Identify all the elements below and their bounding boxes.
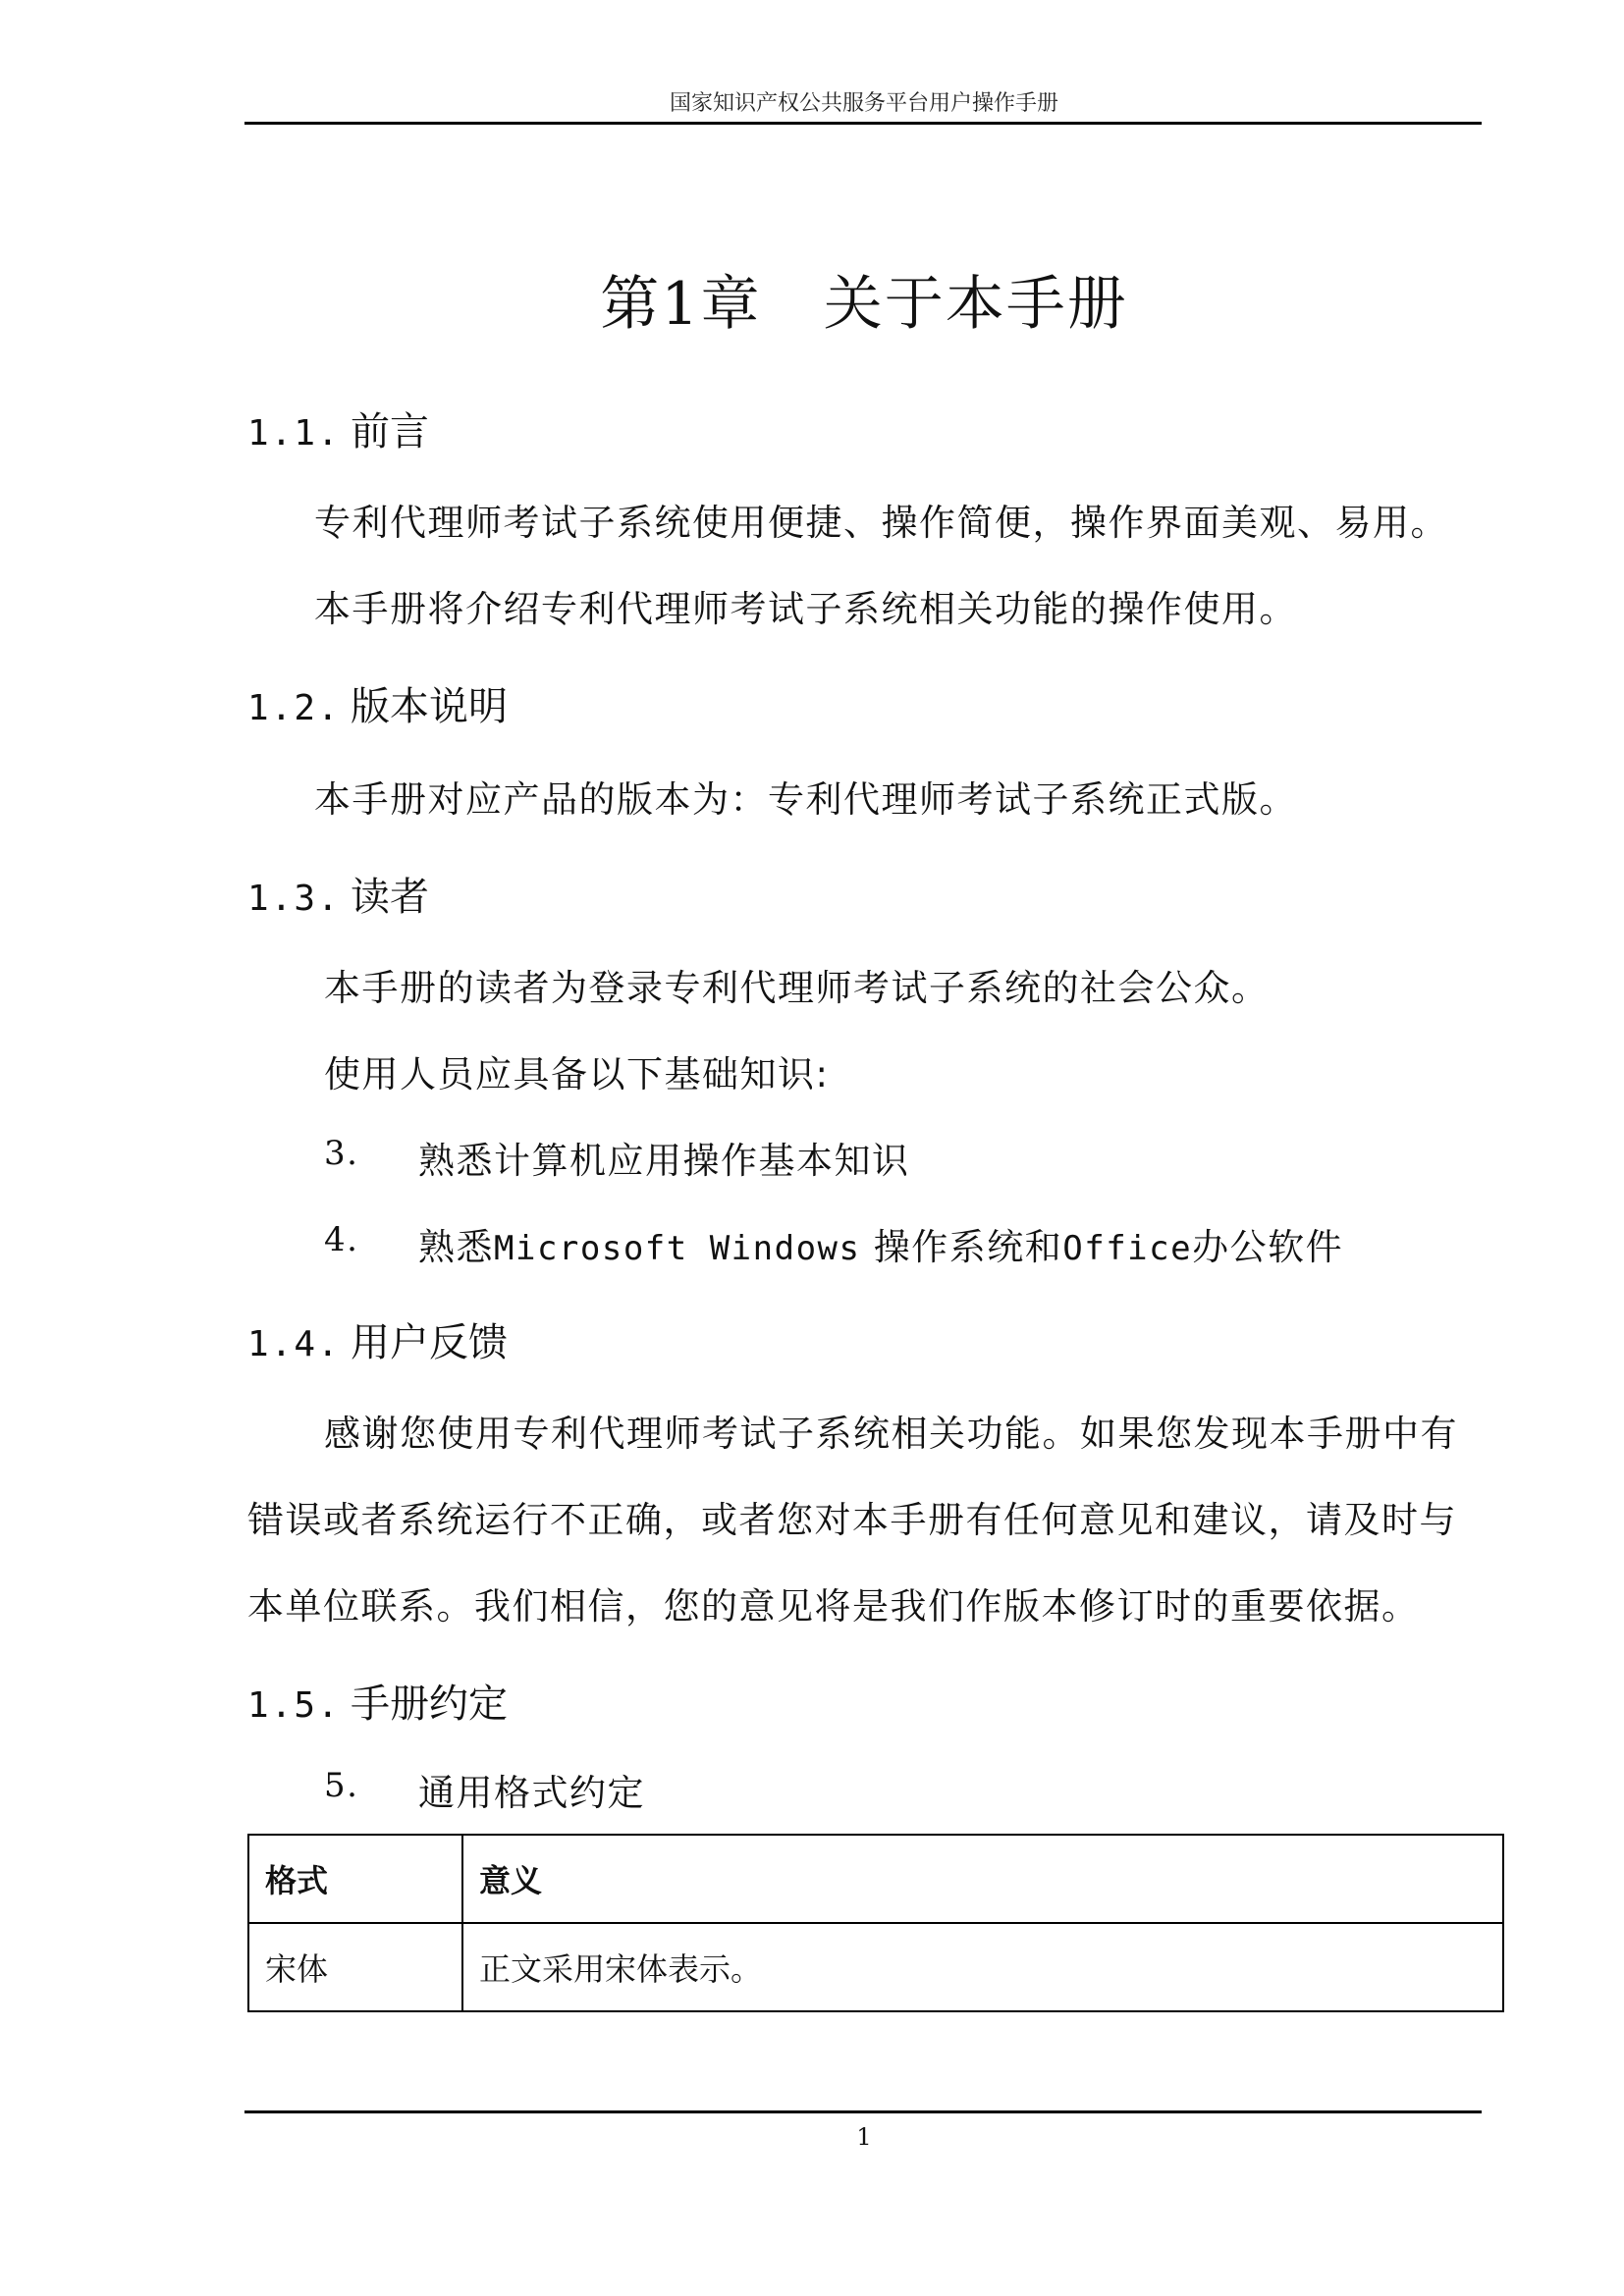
list-text: 熟悉计算机应用操作基本知识 [418, 1140, 910, 1182]
chapter-heading [0, 257, 1624, 342]
section-heading-1-2 [247, 675, 508, 731]
footer-rule [244, 2110, 1482, 2113]
list-number: 4. [324, 1220, 359, 1259]
section-title: 用户反馈 [351, 1320, 508, 1365]
page-number: 1 [856, 2123, 872, 2151]
paragraph: 本手册的读者为登录专利代理师考试子系统的社会公众。 [324, 967, 1270, 1009]
section-title: 版本说明 [351, 684, 508, 729]
list-item [324, 1131, 910, 1182]
list-number: 5. [324, 1766, 359, 1805]
paragraph: 本单位联系。我们相信，您的意见将是我们作版本修订时的重要依据。 [247, 1585, 1420, 1628]
section-heading-1-5 [247, 1673, 508, 1729]
table-row [248, 1923, 1503, 2011]
paragraph: 错误或者系统运行不正确，或者您对本手册有任何意见和建议，请及时与 [247, 1499, 1457, 1541]
paragraph: 本手册将介绍专利代理师考试子系统相关功能的操作使用。 [314, 588, 1297, 630]
table-header-row [248, 1835, 1503, 1923]
chapter-title: 关于本手册 [823, 270, 1128, 339]
table-header-cell: 意义 [462, 1835, 1503, 1923]
section-number: 1.3. [247, 879, 341, 919]
list-text: 通用格式约定 [418, 1772, 645, 1814]
page-header-title: 国家知识产权公共服务平台用户操作手册 [669, 91, 1058, 116]
list-text: 熟悉Microsoft Windows 操作系统和Office办公软件 [418, 1226, 1344, 1268]
paragraph: 专利代理师考试子系统使用便捷、操作简便，操作界面美观、易用。 [314, 502, 1448, 544]
section-heading-1-1 [247, 400, 429, 456]
paragraph: 使用人员应具备以下基础知识: [324, 1053, 830, 1095]
list-number: 3. [324, 1134, 359, 1173]
format-conventions-table [247, 1834, 1504, 2012]
table-header-cell: 格式 [248, 1835, 462, 1923]
section-title: 前言 [351, 409, 429, 454]
header-rule [244, 122, 1482, 125]
section-number: 1.5. [247, 1685, 341, 1726]
section-title: 读者 [351, 875, 429, 920]
table-cell: 宋体 [248, 1923, 462, 2011]
section-heading-1-3 [247, 866, 429, 922]
section-number: 1.2. [247, 688, 341, 728]
paragraph: 本手册对应产品的版本为：专利代理师考试子系统正式版。 [314, 778, 1297, 821]
section-title: 手册约定 [351, 1682, 508, 1727]
chapter-number: 第1章 [600, 270, 762, 339]
list-item [324, 1217, 1344, 1268]
section-number: 1.4. [247, 1324, 341, 1364]
section-number: 1.1. [247, 413, 341, 454]
list-item [324, 1763, 645, 1814]
paragraph: 感谢您使用专利代理师考试子系统相关功能。如果您发现本手册中有 [324, 1413, 1458, 1455]
section-heading-1-4 [247, 1311, 508, 1367]
table-cell: 正文采用宋体表示。 [462, 1923, 1503, 2011]
